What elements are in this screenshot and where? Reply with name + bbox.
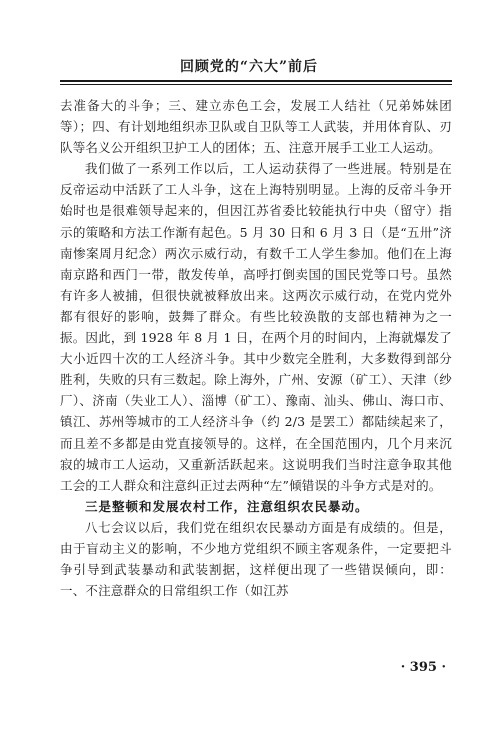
running-header xyxy=(0,0,498,90)
running-header-title: 回顾党的“六大”前后 xyxy=(179,59,319,75)
section-heading: 三是整顿和发展农村工作，注意组织农民暴动。 xyxy=(85,498,369,514)
paragraph-labor-progress: 我们做了一系列工作以后，工人运动获得了一些进展。特别是在反帝运动中活跃了工人斗争，这在上海特别明显。上海的反帝斗争开始时也是很难领导起来的，但因江苏省委比较能执行中央（留守）指示的策略和方法工作渐有起色。5 月 30 日和 6 月 3 日（是“五卅”济南惨案周月纪念）两次示威行动，有数千工人学生参加。他们在上海南京路和西门一带，散发传单，高呼打倒卖国的国民党等口号。虽然有许多人被捕，但很快就被释放出来。这两次示威行动，在党内党外都有很好的影响，鼓舞了群众。有些比较涣散的支部也精神为之一振。因此，到 1928 年 8 月 1 日，在两个月的时间内，上海就爆发了大小近四十次的工人经济斗争。其中少数完全胜利，大多数得到部分胜利，失败的只有三数起。除上海外，广州、安源（矿工）、天津（纱厂）、济南（失业工人）、淄博（矿工）、豫南、汕头、佛山、海口市、镇江、苏州等城市的工人经济斗争（约 2/3 是罢工）都陆续起来了，而且差不多都是由党直接领导的。这样，在全国范围内，几个月来沉寂的城市工人运动，又重新活跃起来。这说明我们当时注意争取其他工会的工人群众和注意纠正过去两种“左”倾错误的斗争方式是对的。 xyxy=(60,161,452,493)
page-number: · 395 · xyxy=(400,660,446,675)
paragraph-peasant-uprising: 八七会议以后，我们党在组织农民暴动方面是有成绩的。但是，由于盲动主义的影响，不少地方党组织不顾主客观条件，一定要把斗争引导到武装暴动和武装割据，这样便出现了一些错误倾向，即：一、不注意群众的日常组织工作（如江苏 xyxy=(60,519,452,599)
header-rule xyxy=(60,80,452,82)
header-rule-thin xyxy=(60,84,452,85)
body-text xyxy=(60,95,452,601)
paragraph-continued: 去准备大的斗争；三、建立赤色工会，发展工人结社（兄弟姊妹团等）；四、有计划地组织赤卫队或自卫队等工人武装，并用体育队、刃队等名义公开组织卫护工人的团体；五、注意开展手工业工人运动。 xyxy=(60,98,452,156)
